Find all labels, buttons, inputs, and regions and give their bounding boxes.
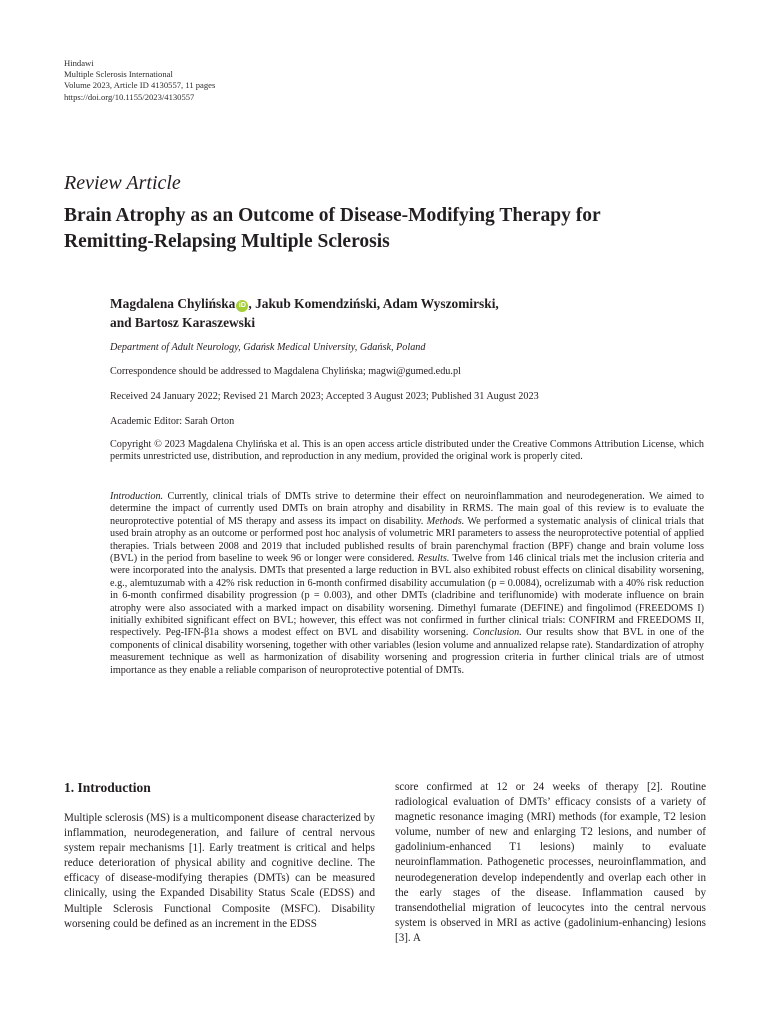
article-title xyxy=(64,203,714,255)
doi-link[interactable]: https://doi.org/10.1155/2023/4130557 xyxy=(64,91,195,102)
section-heading: 1. Introduction xyxy=(64,780,151,795)
body-column-right: score confirmed at 12 or 24 weeks of therapy [2]. Routine radiological evaluation of DMTs’ efficacy consists of a variety of magnetic resonance imaging (MRI) methods (for example, T2 lesion volume, number of new and enlarging T2 lesions, and number of gadolinium-enhanced T1 lesions) mainly to evaluate neuroinflammation. Pathogenetic processes, neuroinflammation, and neurodegeneration develop independently and overlap each other in the early stages of the disease. Inflammation caused by transendothelial migration of leucocytes into the central nervous system is observed in MRI as active (gadolinium-enhancing) lesions [3]. A xyxy=(395,781,706,944)
abstract-methods-heading: Methods. xyxy=(426,515,465,527)
copyright-notice: Copyright © 2023 Magdalena Chylińska et al. This is an open access article distributed under the Creative Commons Attribution License, which permits unrestricted use, distribution, and reproduction in any medium, provided the original work is properly cited. xyxy=(110,439,704,463)
journal-header xyxy=(64,58,215,103)
abstract xyxy=(110,491,704,677)
abstract-intro-text: Currently, clinical trials of DMTs strive to determine their effect on neuroinflammation and neurodegeneration. We aimed to determine the impact of currently used DMTs on brain atrophy and disability in RRMS. The main goal of this review is to evaluate the neuroprotective potential of MS therapy and assess its impact on disability. xyxy=(110,491,704,527)
article-type: Review Article xyxy=(64,172,181,194)
correspondence: Correspondence should be addressed to Magdalena Chylińska; magwi@gumed.edu.pl xyxy=(110,366,461,377)
affiliation: Department of Adult Neurology, Gdańsk Medical University, Gdańsk, Poland xyxy=(110,342,426,353)
volume-info: Volume 2023, Article ID 4130557, 11 pages xyxy=(64,80,216,91)
author-names-rest: , Jakub Komendziński, Adam Wyszomirski, xyxy=(248,296,499,311)
journal-name: Multiple Sclerosis International xyxy=(64,69,173,80)
academic-editor: Academic Editor: Sarah Orton xyxy=(110,416,235,427)
body-column-left: Multiple sclerosis (MS) is a multicomponent disease characterized by inflammation, neurodegeneration, and failure of central nervous system repair mechanisms [1]. Early treatment is critical and helps reduce deterioration of physical ability and cognitive decline. The efficacy of disease-modifying therapies (DMTs) can be measured clinically, using the Expanded Disability Status Scale (EDSS) and Multiple Sclerosis Functional Composite (MSFC). Disability worsening could be defined as an increment in the EDSS xyxy=(64,812,375,930)
author-list xyxy=(110,294,499,332)
orcid-icon[interactable]: iD xyxy=(236,300,248,312)
title-line-2: Remitting-Relapsing Multiple Sclerosis xyxy=(64,231,390,252)
abstract-results-heading: Results. xyxy=(417,553,450,565)
publication-dates: Received 24 January 2022; Revised 21 March 2023; Accepted 3 August 2023; Published 31 August 2023 xyxy=(110,391,539,402)
publisher-name: Hindawi xyxy=(64,58,94,68)
abstract-conclusion-heading: Conclusion. xyxy=(472,627,522,639)
author-names-line-2: and Bartosz Karaszewski xyxy=(110,315,256,330)
abstract-methods-text: We performed a systematic analysis of clinical trials that used brain atrophy as an outcome or performed post hoc analysis of volumetric MRI parameters to assess the neuroprotective potential of applied therapies. Trials between 2008 and 2019 that included published results of brain parenchymal fraction (BPF) change and brain volume loss (BVL) in the period from baseline to week 96 or longer were considered. xyxy=(110,515,704,565)
author-name: Magdalena Chylińska xyxy=(110,296,236,311)
abstract-intro-heading: Introduction. xyxy=(110,491,164,502)
title-line-1: Brain Atrophy as an Outcome of Disease-Modifying Therapy for xyxy=(64,205,601,226)
abstract-conclusion-text: Our results show that BVL in one of the components of clinical disability worsening, together with other variables (lesion volume and annualized relapse rate). Standardization of atrophy measurement technique as well as harmonization of disability worsening and progression criteria in further clinical trials are of utmost importance as they enable a reliable comparison of neuroprotective potential of DMTs. xyxy=(110,627,704,676)
abstract-results-text: Twelve from 146 clinical trials met the inclusion criteria and were incorporated into the analysis. DMTs that presented a large reduction in BVL also exhibited robust effects on clinical disability worsening, e.g., alemtuzumab with a 42% risk reduction in 6-month confirmed disability accumulation (p = 0.0084), ocrelizumab with a 40% risk reduction in 6-month confirmed disability progression (p = 0.003), and other DMTs (cladribine and teriflunomide) with moderate influence on brain atrophy were also associated with a marked impact on disability worsening. Dimethyl fumarate (DEFINE) and fingolimod (FREEDOMS I) initially exhibited significant effect on BVL; however, this effect was not confirmed in further clinical trials: CONFIRM and FREEDOMS II, respectively. Peg-IFN-β1a shows a modest effect on BVL and disability worsening. xyxy=(110,553,704,639)
